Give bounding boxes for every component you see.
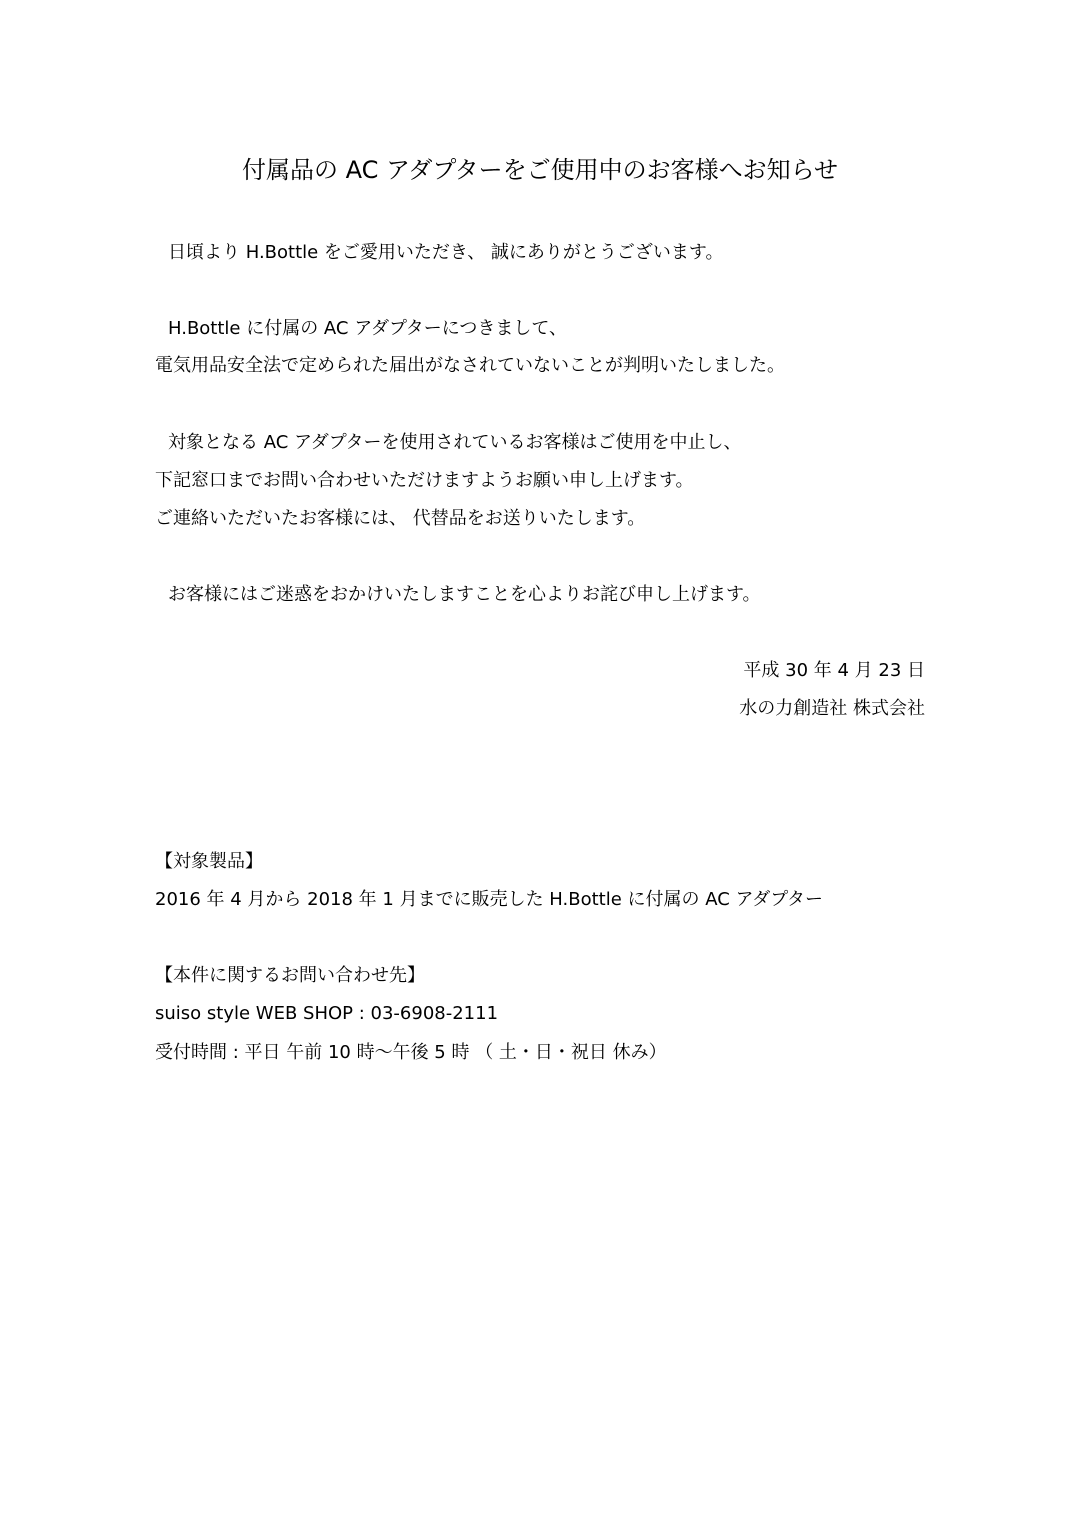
notice-line-2: 電気用品安全法で定められた届出がなされていないことが判明いたしました。 <box>155 355 785 376</box>
document-title: 付属品の AC アダプターをご使用中のお客様へお知らせ <box>242 156 838 184</box>
apology-text: お客様にはご迷惑をおかけいたしますことを心よりお詫び申し上げます。 <box>168 584 761 605</box>
greeting-text: 日頃より H.Bottle をご愛用いただき、 誠にありがとうございます。 <box>168 242 724 263</box>
contact-heading: 【本件に関するお問い合わせ先】 <box>155 965 425 986</box>
contact-hours: 受付時間 : 平日 午前 10 時～午後 5 時 （ 土・日・祝日 休み） <box>155 1042 667 1063</box>
target-products-text: 2016 年 4 月から 2018 年 1 月までに販売した H.Bottle に付属の AC アダプター <box>155 889 823 910</box>
target-products-heading: 【対象製品】 <box>155 851 263 872</box>
signature-company: 水の力創造社 株式会社 <box>739 698 925 719</box>
signature-date: 平成 30 年 4 月 23 日 <box>743 660 925 681</box>
request-line-1: 対象となる AC アダプターを使用されているお客様はご使用を中止し、 <box>168 432 742 453</box>
request-line-3: ご連絡いただいたお客様には、 代替品をお送りいたします。 <box>155 508 646 529</box>
request-line-2: 下記窓口までお問い合わせいただけますようお願い申し上げます。 <box>155 470 694 491</box>
contact-shop: suiso style WEB SHOP : 03-6908-2111 <box>155 1003 499 1024</box>
notice-line-1: H.Bottle に付属の AC アダプターにつきまして、 <box>168 318 567 339</box>
